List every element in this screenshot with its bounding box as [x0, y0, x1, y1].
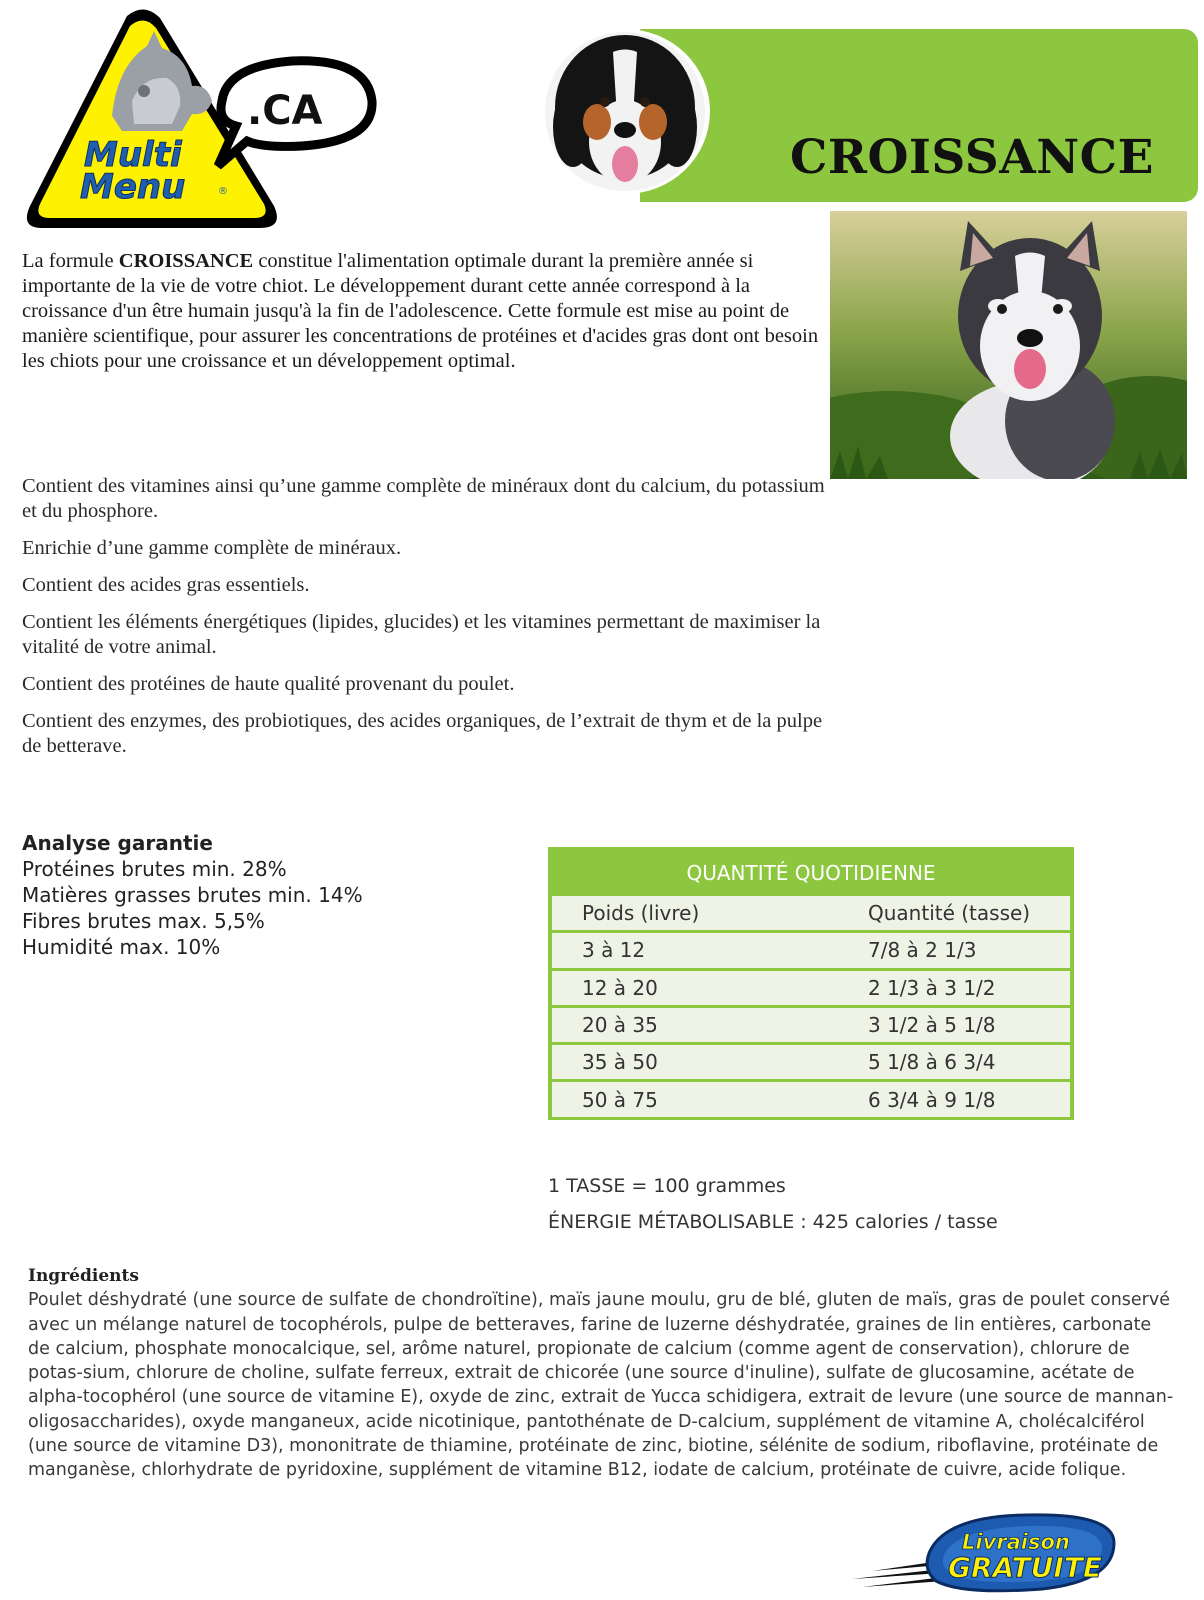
table-row	[552, 1042, 1070, 1079]
ingredients-section	[28, 1264, 1176, 1483]
ingredients-text: Poulet déshydraté (une source de sulfate de chondroïtine), maïs jaune moulu, gru de blé, gluten de maïs, gras de poulet conservé avec un mélange naturel de tocophérols, pulpe de betteraves, farine de luzerne déshydratée, graines de lin entières, carbonate de calcium, phosphate monocalcique, sel, arôme naturel, propionate de calcium (comme agent de conservation), chlorure de potas-sium, chlorure de choline, sulfate ferreux, extrait de chicorée (une source d'inuline), sulfate de glucosamine, acétate de alpha-tocophérol (une source de vitamine E), oxyde de zinc, extrait de Yucca schidigera, extrait de levure (une source de mannan-oligosaccharides), oxyde manganeux, acide nicotinique, pantothénate de D-calcium, supplément de vitamine A, cholécalciférol (une source de vitamine D3), mononitrate de thiamine, protéinate de zinc, biotine, sélénite de sodium, riboflavine, protéinate de manganèse, chlorhydrate de pyridoxine, supplément de vitamine B12, iodate de calcium, protéinate de cuivre, acide folique.	[28, 1290, 1174, 1481]
cup-note: 1 TASSE = 100 grammes	[548, 1175, 786, 1197]
delivery-line1: Livraison	[962, 1530, 1070, 1554]
feature-item: Contient les éléments énergétiques (lipides, glucides) et les vitamines permettant de maximiser la vitalité de votre animal.	[22, 611, 821, 658]
analysis-line: Humidité max. 10%	[22, 935, 221, 959]
energy-note: ÉNERGIE MÉTABOLISABLE : 425 calories / tasse	[548, 1211, 998, 1233]
logo-menu-text: Menu	[80, 167, 186, 207]
table-cell: 6 3/4 à 9 1/8	[868, 1087, 996, 1112]
table-cell: 7/8 à 2 1/3	[868, 938, 977, 963]
column-header-weight: Poids (livre)	[582, 901, 700, 926]
table-row	[552, 1005, 1070, 1042]
bernese-dog-photo	[540, 29, 710, 194]
feature-item: Contient des vitamines ainsi qu’une gamme complète de minéraux dont du calcium, du potassium et du phosphore.	[22, 475, 825, 522]
feature-item: Enrichie d’une gamme complète de minéraux.	[22, 537, 402, 559]
table-cell: 12 à 20	[582, 975, 658, 1000]
free-delivery-badge[interactable]	[852, 1511, 1122, 1593]
table-cell: 20 à 35	[582, 1013, 658, 1038]
features-list	[22, 474, 842, 771]
analysis-title: Analyse garantie	[22, 831, 213, 855]
daily-quantity-table	[548, 847, 1074, 1120]
analysis-line: Protéines brutes min. 28%	[22, 857, 287, 881]
table-row	[552, 930, 1070, 967]
multi-menu-logo[interactable]	[22, 6, 382, 232]
intro-prefix: La formule	[22, 250, 119, 272]
intro-paragraph	[22, 249, 822, 374]
feature-item: Contient des enzymes, des probiotiques, des acides organiques, de l’extrait de thym et de la pulpe de betterave.	[22, 710, 823, 757]
table-row	[552, 968, 1070, 1005]
table-cell: 3 1/2 à 5 1/8	[868, 1013, 996, 1038]
table-cell: 5 1/8 à 6 3/4	[868, 1050, 996, 1075]
table-cell: 2 1/3 à 3 1/2	[868, 975, 996, 1000]
svg-text:®: ®	[218, 186, 228, 197]
feature-item: Contient des acides gras essentiels.	[22, 574, 310, 596]
husky-puppy-photo	[830, 211, 1187, 479]
serving-notes	[548, 1168, 998, 1240]
page-title: CROISSANCE	[790, 130, 1154, 185]
table-row	[552, 1079, 1070, 1116]
feature-item: Contient des protéines de haute qualité provenant du poulet.	[22, 673, 515, 695]
analysis-line: Matières grasses brutes min. 14%	[22, 883, 363, 907]
intro-product-name: CROISSANCE	[118, 250, 254, 272]
table-header-row	[552, 893, 1070, 930]
guaranteed-analysis	[22, 830, 363, 960]
analysis-line: Fibres brutes max. 5,5%	[22, 909, 265, 933]
table-title: QUANTITÉ QUOTIDIENNE	[686, 861, 936, 885]
delivery-line2: GRATUITE	[948, 1551, 1103, 1584]
intro-text: constitue l'alimentation optimale durant la première année si importante de la vie de votre chiot. Le développement durant cette année correspond à la croissance d'un être humain jusqu'à la fin de l'adolescence. Cette formule est mise au point de manière scientifique, pour assurer les concentrations de protéines et d'acides gras dont ont besoin les chiots pour une croissance et un développement optimal.	[22, 250, 819, 372]
table-cell: 50 à 75	[582, 1087, 658, 1112]
logo-multi-text: Multi	[84, 135, 182, 175]
logo-domain-text: .CA	[247, 88, 323, 134]
ingredients-title: Ingrédients	[28, 1266, 139, 1286]
column-header-quantity: Quantité (tasse)	[868, 901, 1031, 926]
table-cell: 3 à 12	[582, 938, 646, 963]
table-cell: 35 à 50	[582, 1050, 658, 1075]
